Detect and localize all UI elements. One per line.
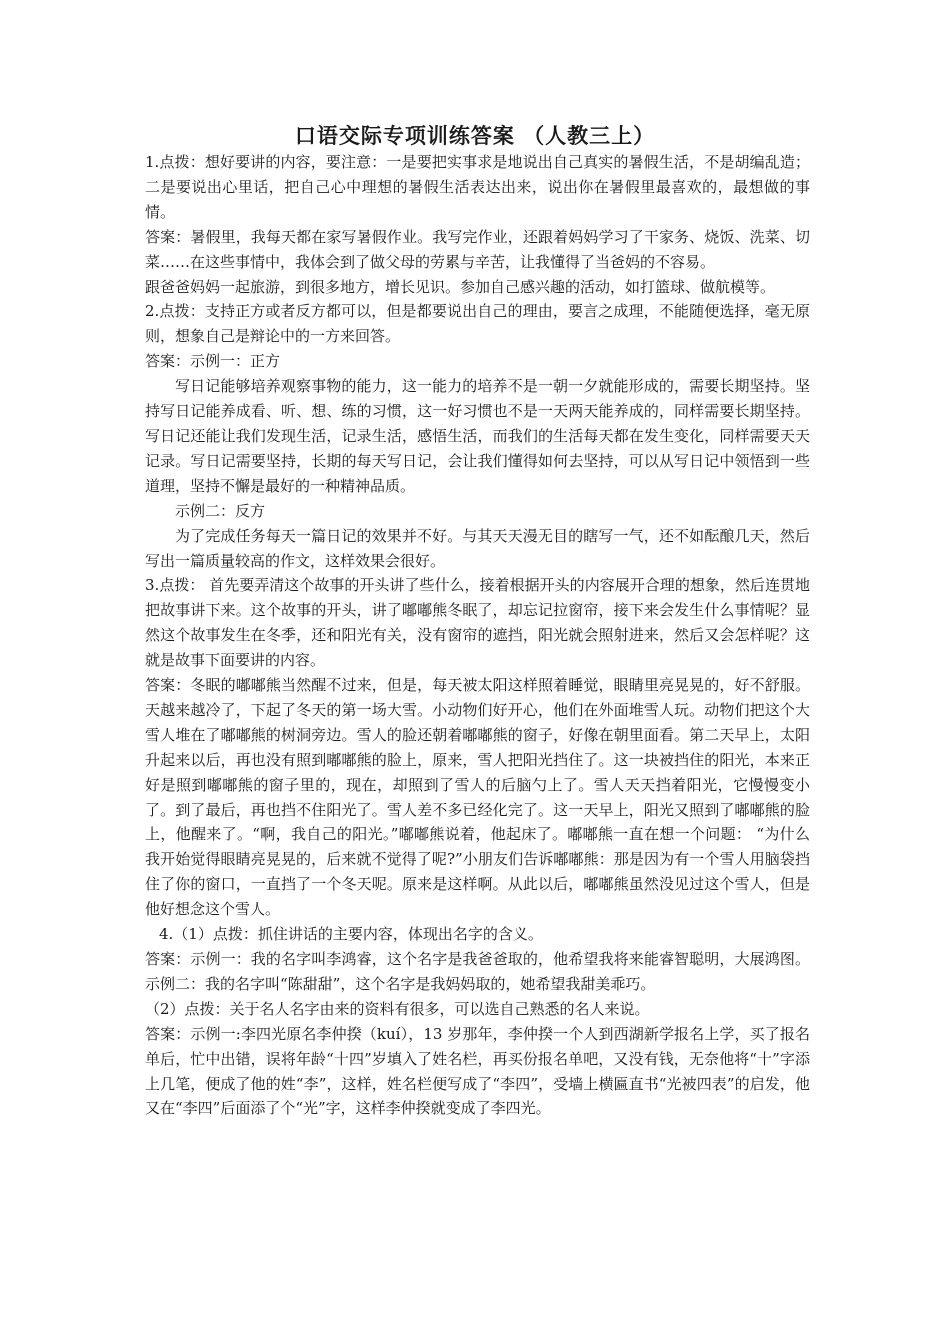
paragraph-q4-1-answer: 答案：示例一：我的名字叫李鸿睿，这个名字是我爸爸取的，他希望我将来能睿智聪明，大展鸿图。示例二：我的名字叫“陈甜甜”，这个名字是我妈妈取的，她希望我甜美乖巧。 <box>145 950 810 993</box>
paragraph-q2-hint: 2.点拨：支持正方或者反方都可以，但是都要说出自己的理由，要言之成理，不能随便选择，毫无原则，想象自己是辩论中的一方来回答。 <box>145 302 810 346</box>
paragraph-q2-example-1: 写日记能够培养观察事物的能力，这一能力的培养不是一朝一夕就能形成的，需要长期坚持。坚持写日记能养成看、听、想、练的习惯，这一好习惯也不是一天两天能养成的，同样需要长期坚持。写日记还能让我们发现生活，记录生活，感悟生活，而我们的生活每天都在发生变化，同样需要天天记录。写日记需要坚持，长期的每天写日记，会让我们懂得如何去坚持，可以从写日记中领悟到一些道理，坚持不懈是最好的一种精神品质。 <box>145 377 810 495</box>
paragraph-q2-example-2-label: 示例二：反方 <box>175 501 266 520</box>
paragraph-q4-2-answer: 答案：示例一:李四光原名李仲揆（kuí），13 岁那年，李仲揆一个人到西湖新学报名上学，买了报名单后，忙中出错，误将年龄“十四”岁填入了姓名栏，再买份报名单吧，又没有钱，无奈他将“十”字添上几笔，便成了他的姓“李”，这样，姓名栏便写成了“李四”，受墙上横匾直书“光被四表”的启发，他又在“李四”后面添了个“光”字，这样李仲揆就变成了李四光。 <box>145 1024 810 1118</box>
paragraph-q4-1-hint: 4.（1）点拨：抓住讲话的主要内容，体现出名字的含义。 <box>159 925 543 944</box>
paragraph-q1-hint: 1.点拨：想好要讲的内容，要注意：一是要把实事求是地说出自己真实的暑假生活，不是胡编乱造；二是要说出心里话，把自己心中理想的暑假生活表达出来，说出你在暑假里最喜欢的，最想做的事情。 <box>145 153 810 221</box>
paragraph-q2-answer-label: 答案：示例一：正方 <box>145 352 281 371</box>
page-title: 口语交际专项训练答案 （人教三上） <box>294 124 656 148</box>
paragraph-q3-answer: 答案：冬眠的嘟嘟熊当然醒不过来，但是，每天被太阳这样照着睡觉，眼睛里亮晃晃的，好不舒服。天越来越冷了，下起了冬天的第一场大雪。小动物们好开心，他们在外面堆雪人玩。动物们把这个大雪人堆在了嘟嘟熊的树洞旁边。雪人的脸还朝着嘟嘟熊的窗子，好像在朝里面看。第二天早上，太阳升起来以后，再也没有照到嘟嘟熊的脸上，原来，雪人把阳光挡住了。这一块被挡住的阳光，本来正好是照到嘟嘟熊的窗子里的，现在，却照到了雪人的后脑勺上了。雪人天天挡着阳光，它慢慢变小了。到了最后，再也挡不住阳光了。雪人差不多已经化完了。这一天早上，阳光又照到了嘟嘟熊的脸上，他醒来了。“啊，我自己的阳光。”嘟嘟熊说着，他起床了。嘟嘟熊一直在想一个问题： “为什么我开始觉得眼睛亮晃晃的，后来就不觉得了呢?”小朋友们告诉嘟嘟熊：那是因为有一个雪人用脑袋挡住了你的窗口，一直挡了一个冬天呢。原来是这样啊。从此以后，嘟嘟熊虽然没见过这个雪人，但是他好想念这个雪人。 <box>145 676 810 919</box>
paragraph-q4-2-hint: （2）点拨：关于名人名字由来的资料有很多，可以选自己熟悉的名人来说。 <box>145 999 650 1018</box>
document-body <box>145 150 810 1121</box>
paragraph-q3-hint: 3.点拨： 首先要弄清这个故事的开头讲了些什么，接着根据开头的内容展开合理的想象，然后连贯地把故事讲下来。这个故事的开头，讲了嘟嘟熊冬眠了，却忘记拉窗帘，接下来会发生什么事情呢？显然这个故事发生在冬季，还和阳光有关，没有窗帘的遮挡，阳光就会照射进来，然后又会怎样呢？这就是故事下面要讲的内容。 <box>145 576 810 670</box>
paragraph-q1-answer: 答案：暑假里，我每天都在家写暑假作业。我写完作业，还跟着妈妈学习了干家务、烧饭、洗菜、切菜……在这些事情中，我体会到了做父母的劳累与辛苦，让我懂得了当爸妈的不容易。 <box>145 227 810 271</box>
paragraph-q1-answer-2: 跟爸爸妈妈一起旅游，到很多地方，增长见识。参加自己感兴趣的活动，如打篮球、做航模等。 <box>145 277 776 296</box>
paragraph-q2-example-2: 为了完成任务每天一篇日记的效果并不好。与其天天漫无目的瞎写一气，还不如酝酿几天，然后写出一篇质量较高的作文，这样效果会很好。 <box>145 526 810 570</box>
